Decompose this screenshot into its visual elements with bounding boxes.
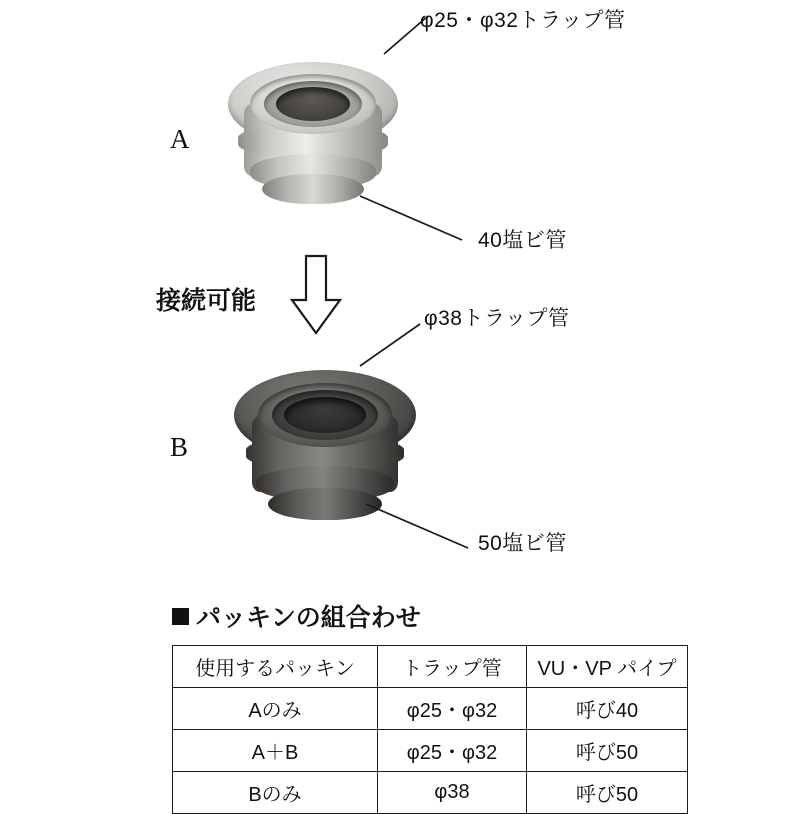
part-a-bottom-label: 40塩ビ管 <box>478 229 567 252</box>
combination-section-title-text: パッキンの組合わせ <box>196 604 421 632</box>
part-b-bottom-label: 50塩ビ管 <box>478 532 567 555</box>
table-row <box>173 688 688 730</box>
down-arrow-icon <box>288 254 344 336</box>
part-a-letter: A <box>170 124 190 154</box>
part-b-top-label: φ38トラップ管 <box>424 307 570 330</box>
table-cell-packing: Bのみ <box>173 772 378 814</box>
part-a-bore <box>276 87 350 121</box>
part-a-bottom-leader-line <box>358 190 468 250</box>
table-header-cell-packing: 使用するパッキン <box>173 646 378 688</box>
table-row <box>173 772 688 814</box>
part-b-top-leader-line <box>358 318 428 370</box>
table-header-row <box>173 646 688 688</box>
table-cell-trap-pipe: φ25・φ32 <box>378 730 527 772</box>
part-b-bottom-leader-line <box>364 500 474 558</box>
table-header-cell-trap-pipe: トラップ管 <box>378 646 527 688</box>
table-cell-trap-pipe: φ25・φ32 <box>378 688 527 730</box>
table-cell-vu-vp-pipe: 呼び40 <box>527 688 688 730</box>
table-cell-packing: A＋B <box>173 730 378 772</box>
table-cell-packing: Aのみ <box>173 688 378 730</box>
part-b-bore <box>284 397 366 433</box>
table-header-cell-vu-vp-pipe: VU・VP パイプ <box>527 646 688 688</box>
part-a-bottom <box>262 174 364 204</box>
square-bullet-icon <box>172 608 189 625</box>
combination-section-title <box>172 598 421 634</box>
part-a-top-label: φ25・φ32トラップ管 <box>420 9 626 32</box>
connection-label: 接続可能 <box>156 287 257 315</box>
table-cell-vu-vp-pipe: 呼び50 <box>527 730 688 772</box>
table-cell-trap-pipe: φ38 <box>378 772 527 814</box>
table-cell-vu-vp-pipe: 呼び50 <box>527 772 688 814</box>
part-b-letter: B <box>170 432 189 462</box>
packing-combination-table <box>172 645 688 814</box>
table-row <box>173 730 688 772</box>
